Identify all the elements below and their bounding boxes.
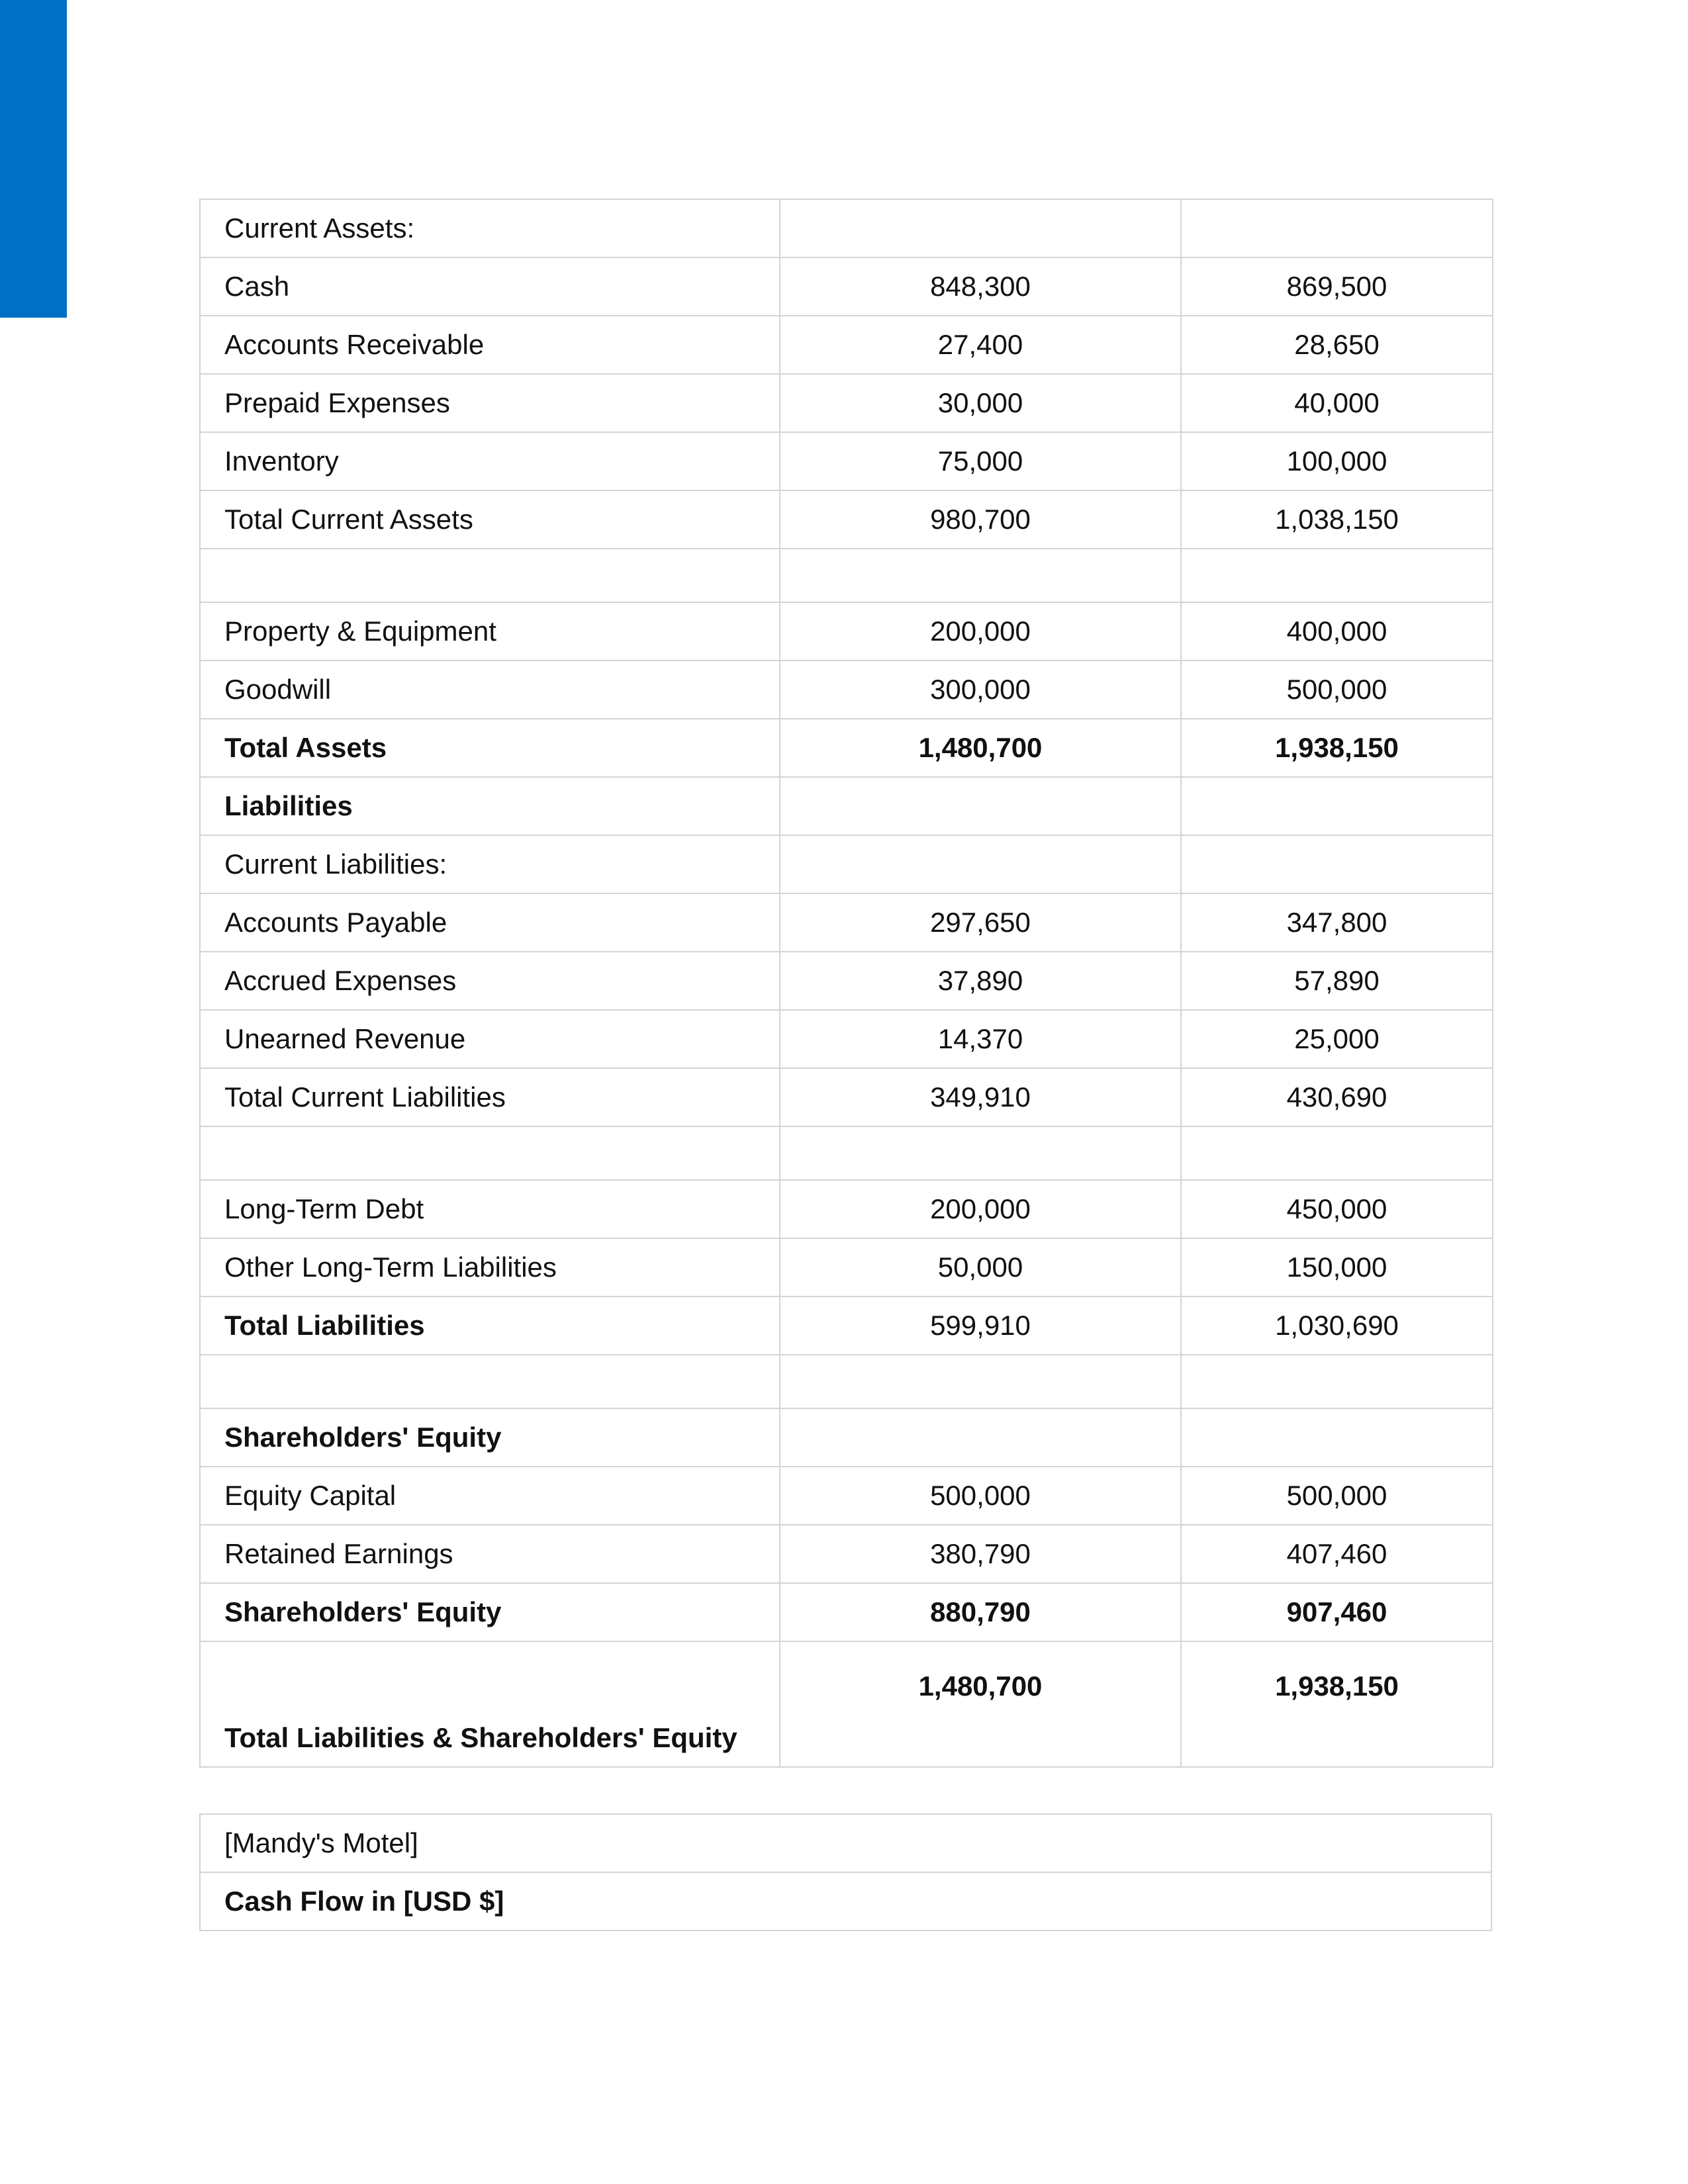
cash-flow-title: Cash Flow in [USD $] bbox=[200, 1872, 1491, 1931]
value-col2: 100,000 bbox=[1181, 432, 1493, 490]
value-col2 bbox=[1181, 777, 1493, 835]
row-label bbox=[200, 1355, 780, 1408]
value-col2: 1,938,150 bbox=[1181, 719, 1493, 777]
row-label: Retained Earnings bbox=[200, 1525, 780, 1583]
value-col2 bbox=[1181, 199, 1493, 257]
row-label: Shareholders' Equity bbox=[200, 1408, 780, 1467]
company-name: [Mandy's Motel] bbox=[200, 1814, 1491, 1872]
spacer-row bbox=[200, 549, 1493, 602]
value-col2: 28,650 bbox=[1181, 316, 1493, 374]
row-label: Total Current Liabilities bbox=[200, 1068, 780, 1126]
value-col1: 297,650 bbox=[780, 893, 1181, 952]
value-col1: 349,910 bbox=[780, 1068, 1181, 1126]
value-col2 bbox=[1181, 835, 1493, 893]
row-label: Current Assets: bbox=[200, 199, 780, 257]
table-row bbox=[200, 1010, 1493, 1068]
row-label: Long-Term Debt bbox=[200, 1180, 780, 1238]
value-col2: 400,000 bbox=[1181, 602, 1493, 660]
balance-sheet-table bbox=[199, 199, 1493, 1768]
row-label: Inventory bbox=[200, 432, 780, 490]
value-col2: 1,938,150 bbox=[1181, 1641, 1493, 1767]
value-col2: 40,000 bbox=[1181, 374, 1493, 432]
value-col1: 50,000 bbox=[780, 1238, 1181, 1297]
table-row bbox=[200, 1814, 1491, 1872]
table-row bbox=[200, 1467, 1493, 1525]
value-col1: 380,790 bbox=[780, 1525, 1181, 1583]
row-label: Unearned Revenue bbox=[200, 1010, 780, 1068]
value-col1: 1,480,700 bbox=[780, 719, 1181, 777]
value-col2: 407,460 bbox=[1181, 1525, 1493, 1583]
row-label: Accounts Payable bbox=[200, 893, 780, 952]
value-col1: 75,000 bbox=[780, 432, 1181, 490]
row-label: Total Assets bbox=[200, 719, 780, 777]
value-col1 bbox=[780, 1355, 1181, 1408]
row-label: Shareholders' Equity bbox=[200, 1583, 780, 1641]
row-label: Accrued Expenses bbox=[200, 952, 780, 1010]
value-col2: 347,800 bbox=[1181, 893, 1493, 952]
value-col1 bbox=[780, 1126, 1181, 1180]
value-col1: 1,480,700 bbox=[780, 1641, 1181, 1767]
table-row bbox=[200, 1068, 1493, 1126]
row-label: Total Current Assets bbox=[200, 490, 780, 549]
row-label: Accounts Receivable bbox=[200, 316, 780, 374]
table-row bbox=[200, 199, 1493, 257]
table-row bbox=[200, 893, 1493, 952]
row-label: Current Liabilities: bbox=[200, 835, 780, 893]
value-col1: 980,700 bbox=[780, 490, 1181, 549]
table-row bbox=[200, 316, 1493, 374]
table-row-total-liabilities bbox=[200, 1297, 1493, 1355]
value-col2 bbox=[1181, 1126, 1493, 1180]
value-col2: 907,460 bbox=[1181, 1583, 1493, 1641]
row-label: Liabilities bbox=[200, 777, 780, 835]
table-row bbox=[200, 952, 1493, 1010]
value-col1: 27,400 bbox=[780, 316, 1181, 374]
row-label bbox=[200, 549, 780, 602]
value-col2: 500,000 bbox=[1181, 1467, 1493, 1525]
table-row bbox=[200, 835, 1493, 893]
spacer-row bbox=[200, 1126, 1493, 1180]
value-col1: 14,370 bbox=[780, 1010, 1181, 1068]
value-col1: 200,000 bbox=[780, 1180, 1181, 1238]
table-row-grand-total bbox=[200, 1641, 1493, 1767]
table-row bbox=[200, 1872, 1491, 1931]
value-col1 bbox=[780, 777, 1181, 835]
value-col2: 25,000 bbox=[1181, 1010, 1493, 1068]
value-col2: 57,890 bbox=[1181, 952, 1493, 1010]
table-row bbox=[200, 1238, 1493, 1297]
table-row bbox=[200, 602, 1493, 660]
value-col1 bbox=[780, 1408, 1181, 1467]
section-heading-row bbox=[200, 1408, 1493, 1467]
table-row bbox=[200, 374, 1493, 432]
spacer-row bbox=[200, 1355, 1493, 1408]
value-col1 bbox=[780, 199, 1181, 257]
row-label: Prepaid Expenses bbox=[200, 374, 780, 432]
value-col2: 500,000 bbox=[1181, 660, 1493, 719]
value-col1: 880,790 bbox=[780, 1583, 1181, 1641]
row-label: Other Long-Term Liabilities bbox=[200, 1238, 780, 1297]
value-col2 bbox=[1181, 1408, 1493, 1467]
table-row bbox=[200, 1180, 1493, 1238]
table-row bbox=[200, 432, 1493, 490]
value-col2 bbox=[1181, 1355, 1493, 1408]
value-col1: 599,910 bbox=[780, 1297, 1181, 1355]
table-row-total-assets bbox=[200, 719, 1493, 777]
value-col1: 848,300 bbox=[780, 257, 1181, 316]
table-row-shareholders-equity-total bbox=[200, 1583, 1493, 1641]
row-label bbox=[200, 1126, 780, 1180]
value-col1: 200,000 bbox=[780, 602, 1181, 660]
value-col2: 1,038,150 bbox=[1181, 490, 1493, 549]
value-col1: 300,000 bbox=[780, 660, 1181, 719]
value-col1: 500,000 bbox=[780, 1467, 1181, 1525]
cash-flow-header-table bbox=[199, 1813, 1492, 1931]
table-row bbox=[200, 660, 1493, 719]
accent-bar bbox=[0, 0, 67, 318]
row-label: Equity Capital bbox=[200, 1467, 780, 1525]
value-col1 bbox=[780, 835, 1181, 893]
section-heading-row bbox=[200, 777, 1493, 835]
value-col2: 450,000 bbox=[1181, 1180, 1493, 1238]
value-col2 bbox=[1181, 549, 1493, 602]
row-label: Total Liabilities & Shareholders' Equity bbox=[200, 1641, 780, 1767]
value-col2: 430,690 bbox=[1181, 1068, 1493, 1126]
table-row bbox=[200, 490, 1493, 549]
value-col1: 30,000 bbox=[780, 374, 1181, 432]
row-label: Total Liabilities bbox=[200, 1297, 780, 1355]
table-row bbox=[200, 257, 1493, 316]
row-label: Property & Equipment bbox=[200, 602, 780, 660]
value-col1 bbox=[780, 549, 1181, 602]
value-col2: 150,000 bbox=[1181, 1238, 1493, 1297]
table-row bbox=[200, 1525, 1493, 1583]
value-col2: 1,030,690 bbox=[1181, 1297, 1493, 1355]
row-label: Cash bbox=[200, 257, 780, 316]
row-label: Goodwill bbox=[200, 660, 780, 719]
value-col1: 37,890 bbox=[780, 952, 1181, 1010]
value-col2: 869,500 bbox=[1181, 257, 1493, 316]
